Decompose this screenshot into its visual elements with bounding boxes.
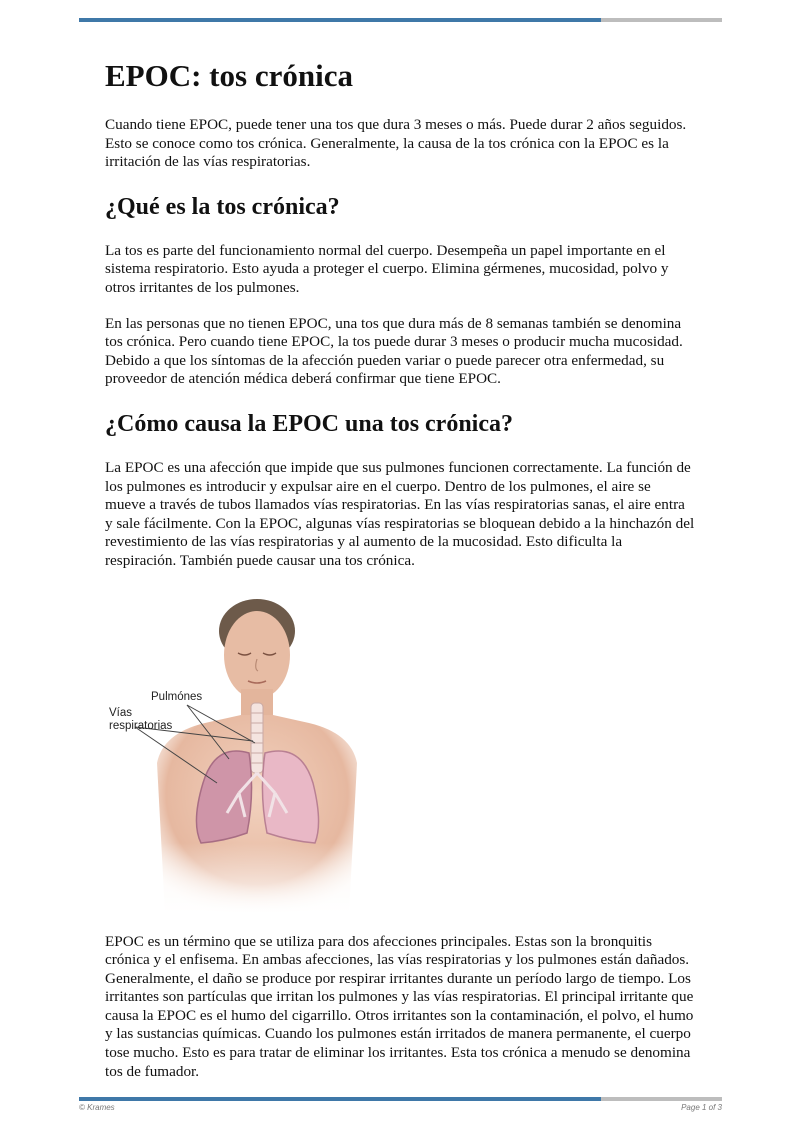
section-heading-what-is: ¿Qué es la tos crónica?: [105, 193, 340, 220]
footer-rule-muted: [601, 1097, 722, 1101]
footer-rule-accent: [79, 1097, 601, 1101]
section-2-paragraph-2: EPOC es un término que se utiliza para dos afecciones principales. Estas son la bronquitis crónica y el enfisema. En ambas afecciones, las vías respiratorias y los pulmones están dañados. Generalmente, el daño se produce por respirar irritantes durante un período largo de tiempo. Los irritantes son partículas que irritan los pulmones y las vías respiratorias. El principal irritante que causa la EPOC es el humo del cigarrillo. Otros irritantes son la contaminación, el polvo, el humo y las sustancias químicas. Cuando los pulmones están irritados de manera permanente, el cuerpo tose mucho. Esto es para tratar de eliminar los irritantes. Esta tos crónica a menudo se denomina tos de fumador.: [105, 932, 694, 1080]
section-1-paragraph-2: En las personas que no tienen EPOC, una tos que dura más de 8 semanas también se denomina tos crónica. Pero cuando tiene EPOC, la tos puede durar 3 meses o producir mucha mucosidad. Debido a que los síntomas de la afección pueden variar o puede parecer otra enfermedad, su proveedor de atención médica deberá confirmar que tiene EPOC.: [105, 314, 683, 388]
footer-rule: [79, 1097, 722, 1101]
footer-copyright: © Krames: [79, 1103, 115, 1112]
bottom-fade: [105, 843, 395, 913]
airways-label-line2: respiratorias: [109, 719, 173, 732]
airways-label-line1: Vías: [109, 706, 133, 719]
section-2-paragraph-1: La EPOC es una afección que impide que sus pulmones funcionen correctamente. La función de los pulmones es introducir y expulsar aire en el cuerpo. Dentro de los pulmones, el aire se mueve a través de tubos llamados vías respiratorias. En las vías respiratorias sanas, el aire entra y sale fácilmente. Con la EPOC, algunas vías respiratorias se bloquean debido a la hinchazón del revestimiento de las vías respiratorias y al aumento de la mucosidad. Esto dificulta la respiración. También puede causar una tos crónica.: [105, 458, 695, 569]
article-body: [105, 56, 695, 1098]
section-heading-how-causes: ¿Cómo causa la EPOC una tos crónica?: [105, 410, 513, 437]
header-rule-muted: [601, 18, 722, 22]
footer-page-number: Page 1 of 3: [681, 1103, 722, 1112]
header-rule: [79, 18, 722, 22]
head-shape: [224, 611, 290, 699]
anatomy-illustration: [105, 593, 395, 913]
header-rule-accent: [79, 18, 601, 22]
page-title: EPOC: tos crónica: [105, 58, 353, 93]
intro-paragraph: Cuando tiene EPOC, puede tener una tos que dura 3 meses o más. Puede durar 2 años seguidos. Esto se conoce como tos crónica. Generalmente, la causa de la tos crónica con la EPOC es la irritación de las vías respiratorias.: [105, 116, 687, 171]
torso-lungs-illustration: [105, 593, 395, 913]
section-1-paragraph-1: La tos es parte del funcionamiento normal del cuerpo. Desempeña un papel importante en el sistema respiratorio. Esto ayuda a proteger el cuerpo. Elimina gérmenes, mucosidad, polvo y otros irritantes de los pulmones.: [105, 241, 669, 296]
lungs-label: Pulmónes: [151, 690, 203, 703]
